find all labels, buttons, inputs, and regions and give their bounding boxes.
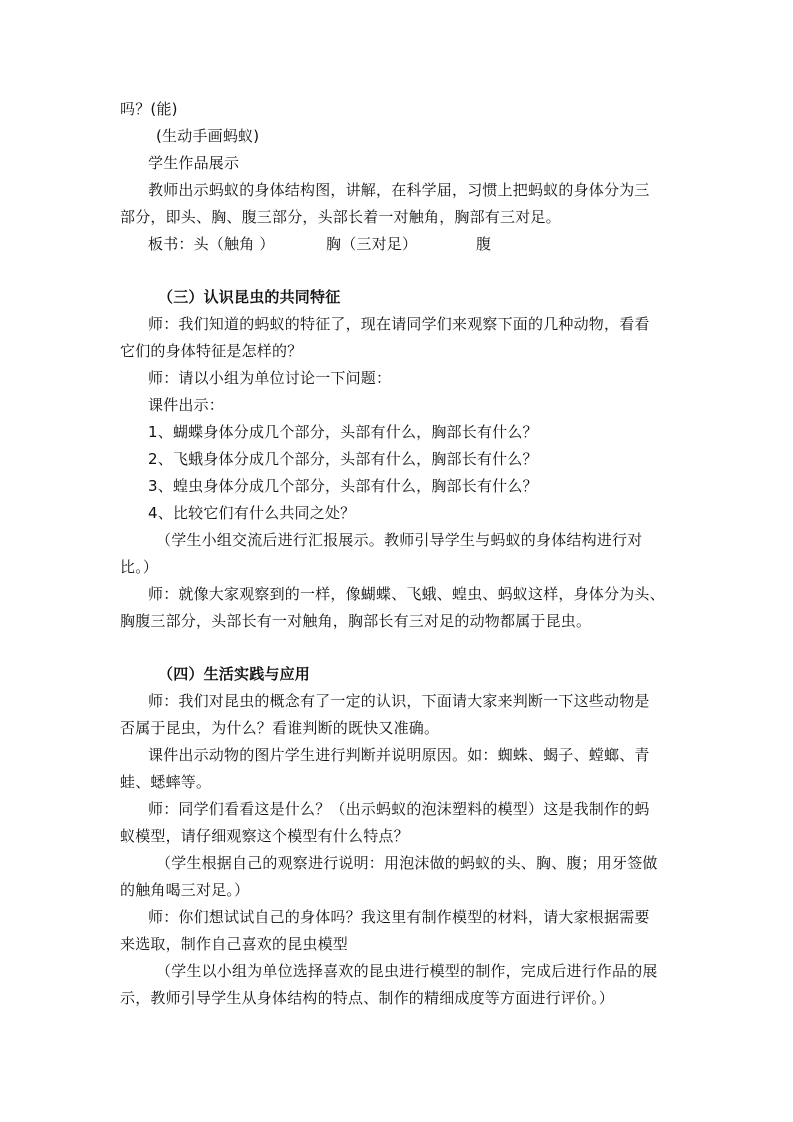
text-line: 来选取，制作自己喜欢的昆虫模型: [120, 935, 349, 953]
text-line: 它们的身体特征是怎样的？: [120, 342, 303, 360]
text-line: 课件出示动物的图片学生进行判断并说明原因。如：蜘蛛、蝎子、螳螂、青: [148, 746, 650, 764]
question-item: 1、蝴蝶身体分成几个部分，头部有什么，胸部长有什么？: [148, 423, 538, 441]
text-line: 教师出示蚂蚁的身体结构图，讲解，在科学届，习惯上把蚂蚁的身体分为三: [148, 181, 650, 199]
text-line: 师：请以小组为单位讨论一下问题：: [148, 369, 392, 387]
text-line: 蚁模型，请仔细观察这个模型有什么特点？: [120, 827, 409, 845]
text-line: 师：我们知道的蚂蚁的特征了，现在请同学们来观察下面的几种动物，看看: [148, 315, 650, 333]
question-item: 3、蝗虫身体分成几个部分，头部有什么，胸部长有什么？: [148, 477, 538, 495]
text-line: 师：同学们看看这是什么？（出示蚂蚁的泡沫塑料的模型）这是我制作的蚂: [148, 800, 650, 818]
section-heading: （三）认识昆虫的共同特征: [158, 288, 341, 306]
text-line: 师：就像大家观察到的一样，像蝴蝶、飞蛾、蝗虫、蚂蚁这样，身体分为头、: [148, 585, 665, 603]
text-line: 学生作品展示: [148, 154, 240, 172]
text-line: 课件出示：: [148, 396, 225, 414]
text-line: 的触角喝三对足。）: [120, 881, 250, 899]
question-item: 4、比较它们有什么共同之处？: [148, 504, 356, 522]
text-line: 师：你们想试试自己的身体吗？我这里有制作模型的材料，请大家根据需要: [148, 908, 650, 926]
text-line: 胸腹三部分，头部长有一对触角，胸部长有三对足的动物都属于昆虫。: [120, 612, 592, 630]
text-line: 否属于昆虫，为什么？看谁判断的既快又准确。: [120, 719, 440, 737]
board-head: 板书：头（触角 ）: [148, 235, 275, 253]
spacer: [120, 258, 680, 284]
text-line: （学生根据自己的观察进行说明：用泡沫做的蚂蚁的头、胸、腹；用牙签做: [156, 854, 658, 872]
text-line: 示，教师引导学生从身体结构的特点、制作的精细成度等方面进行评价。）: [120, 989, 615, 1007]
section-heading: （四）生活实践与应用: [158, 665, 311, 683]
text-line: （学生小组交流后进行汇报展示。教师引导学生与蚂蚁的身体结构进行对: [156, 531, 643, 549]
spacer: [120, 635, 680, 661]
question-item: 2、飞蛾身体分成几个部分，头部有什么，胸部长有什么？: [148, 450, 538, 468]
board-chest: 胸（三对足）: [326, 235, 418, 253]
text-line: 比。）: [120, 558, 159, 576]
board-abdomen: 腹: [476, 235, 492, 253]
text-line: （学生以小组为单位选择喜欢的昆虫进行模型的制作，完成后进行作品的展: [156, 962, 658, 980]
text-line: 吗？(能): [120, 100, 178, 118]
text-line: 师：我们对昆虫的概念有了一定的认识，下面请大家来判断一下这些动物是: [148, 692, 650, 710]
document-body: [120, 96, 680, 1012]
text-line: (生动手画蚂蚁): [156, 127, 260, 145]
text-line: 部分，即头、胸、腹三部分，头部长着一对触角，胸部有三对足。: [120, 208, 561, 226]
board-notes: [120, 231, 680, 258]
text-line: 蛙、蟋蟀等。: [120, 773, 212, 791]
